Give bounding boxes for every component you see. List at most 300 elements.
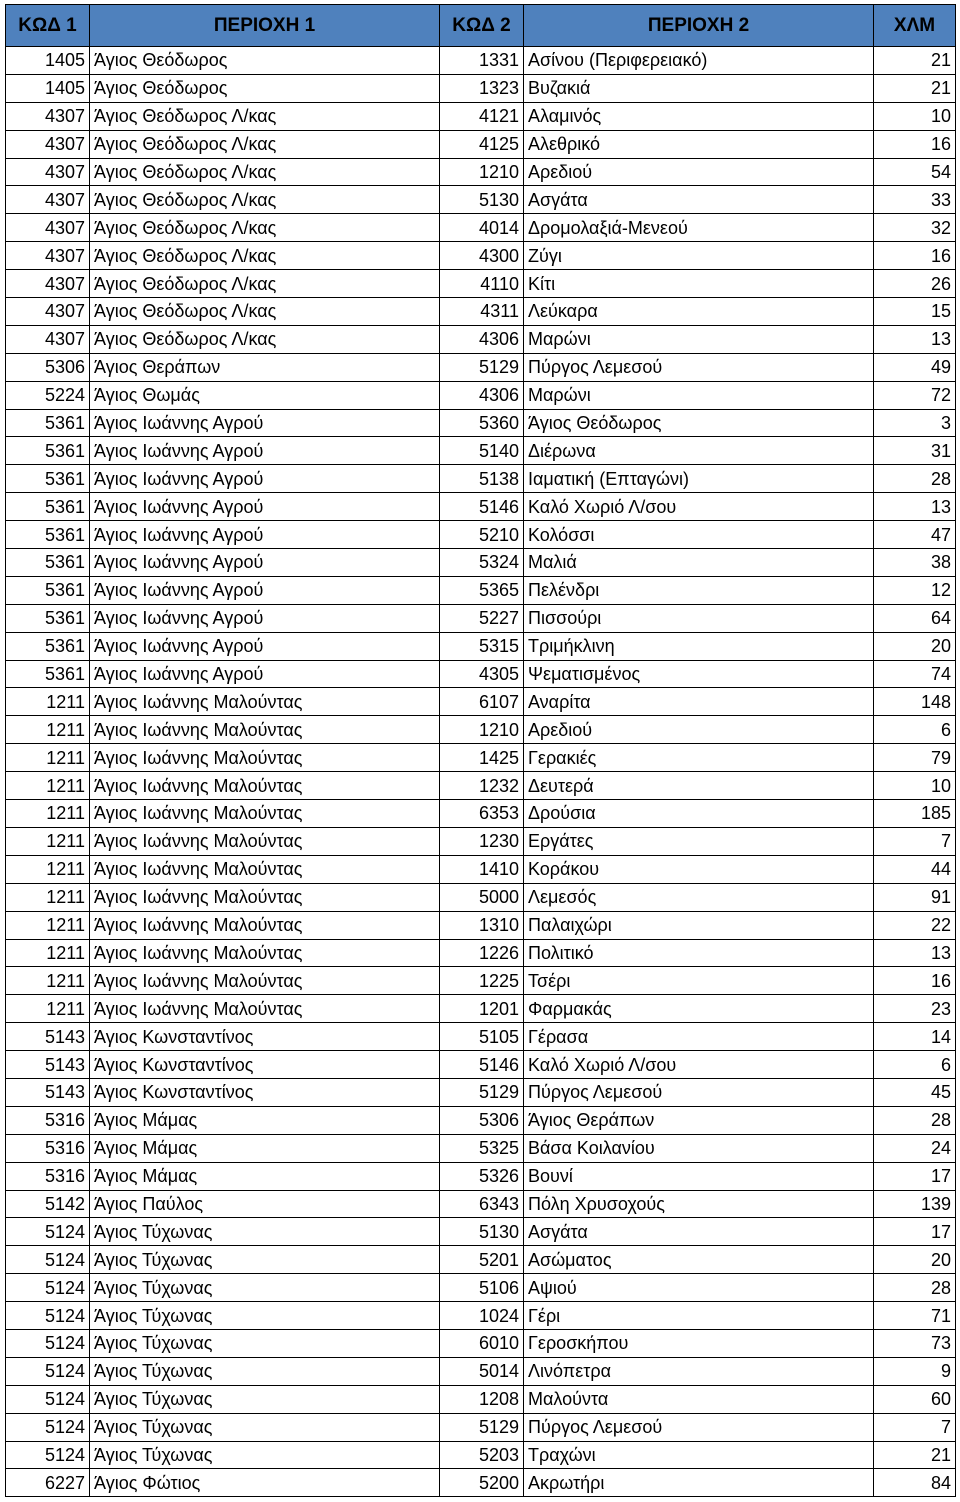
cell-km: 71 (874, 1302, 956, 1330)
cell-km: 28 (874, 1274, 956, 1302)
cell-code-2: 5315 (440, 632, 524, 660)
cell-km: 16 (874, 967, 956, 995)
cell-code-1: 1405 (6, 47, 90, 75)
cell-km: 79 (874, 744, 956, 772)
table-row (6, 1246, 956, 1274)
table-row (6, 1329, 956, 1357)
cell-area-2: Ιαματική (Επταγώνι) (524, 465, 874, 493)
cell-code-2: 5325 (440, 1134, 524, 1162)
table-row (6, 1106, 956, 1134)
cell-code-2: 1410 (440, 855, 524, 883)
cell-km: 12 (874, 576, 956, 604)
cell-code-1: 1211 (6, 855, 90, 883)
cell-area-2: Άγιος Θεράπων (524, 1106, 874, 1134)
cell-code-1: 4307 (6, 130, 90, 158)
cell-km: 22 (874, 911, 956, 939)
table-body (6, 47, 956, 1497)
cell-code-1: 5361 (6, 549, 90, 577)
table-row (6, 298, 956, 326)
cell-code-1: 6227 (6, 1469, 90, 1497)
cell-area-1: Άγιος Ιωάννης Μαλούντας (90, 716, 440, 744)
cell-km: 6 (874, 1051, 956, 1079)
cell-code-2: 5200 (440, 1469, 524, 1497)
cell-km: 9 (874, 1357, 956, 1385)
cell-area-2: Παλαιχώρι (524, 911, 874, 939)
cell-code-2: 4110 (440, 270, 524, 298)
cell-km: 28 (874, 465, 956, 493)
cell-area-2: Τσέρι (524, 967, 874, 995)
cell-code-1: 5124 (6, 1441, 90, 1469)
table-row (6, 130, 956, 158)
cell-code-1: 5361 (6, 604, 90, 632)
cell-code-2: 5129 (440, 353, 524, 381)
cell-km: 14 (874, 1023, 956, 1051)
cell-code-1: 5316 (6, 1134, 90, 1162)
cell-km: 7 (874, 827, 956, 855)
cell-area-2: Λεμεσός (524, 883, 874, 911)
cell-km: 13 (874, 939, 956, 967)
cell-km: 45 (874, 1078, 956, 1106)
cell-area-2: Πισσούρι (524, 604, 874, 632)
cell-code-1: 4307 (6, 186, 90, 214)
cell-area-2: Γερακιές (524, 744, 874, 772)
cell-code-2: 4014 (440, 214, 524, 242)
cell-area-1: Άγιος Τύχωνας (90, 1218, 440, 1246)
cell-code-1: 4307 (6, 158, 90, 186)
cell-area-1: Άγιος Ιωάννης Μαλούντας (90, 995, 440, 1023)
cell-code-2: 5140 (440, 437, 524, 465)
cell-area-1: Άγιος Ιωάννης Μαλούντας (90, 744, 440, 772)
cell-area-2: Μαρώνι (524, 381, 874, 409)
cell-km: 20 (874, 1246, 956, 1274)
table-row (6, 74, 956, 102)
cell-area-2: Ασίνου (Περιφερειακό) (524, 47, 874, 75)
cell-code-2: 4306 (440, 381, 524, 409)
cell-area-1: Άγιος Κωνσταντίνος (90, 1023, 440, 1051)
cell-code-1: 5124 (6, 1274, 90, 1302)
cell-area-2: Μαλιά (524, 549, 874, 577)
cell-code-1: 5124 (6, 1246, 90, 1274)
cell-code-2: 5201 (440, 1246, 524, 1274)
cell-area-1: Άγιος Ιωάννης Μαλούντας (90, 967, 440, 995)
cell-km: 33 (874, 186, 956, 214)
cell-km: 13 (874, 325, 956, 353)
table-row (6, 549, 956, 577)
cell-km: 139 (874, 1190, 956, 1218)
cell-km: 44 (874, 855, 956, 883)
cell-km: 17 (874, 1162, 956, 1190)
cell-area-2: Ψεματισμένος (524, 660, 874, 688)
cell-code-1: 5361 (6, 409, 90, 437)
cell-code-2: 1331 (440, 47, 524, 75)
cell-area-2: Αψιού (524, 1274, 874, 1302)
cell-code-1: 1211 (6, 911, 90, 939)
cell-km: 47 (874, 521, 956, 549)
table-row (6, 1162, 956, 1190)
cell-code-1: 1211 (6, 995, 90, 1023)
header-area-1: ΠΕΡΙΟΧΗ 1 (90, 5, 440, 47)
cell-code-1: 5361 (6, 493, 90, 521)
cell-code-2: 5129 (440, 1413, 524, 1441)
table-row (6, 1218, 956, 1246)
cell-code-2: 1210 (440, 158, 524, 186)
table-row (6, 47, 956, 75)
cell-area-1: Άγιος Ιωάννης Μαλούντας (90, 772, 440, 800)
cell-km: 6 (874, 716, 956, 744)
cell-area-1: Άγιος Τύχωνας (90, 1246, 440, 1274)
cell-km: 16 (874, 242, 956, 270)
cell-code-2: 1210 (440, 716, 524, 744)
cell-code-1: 5306 (6, 353, 90, 381)
cell-area-2: Δρούσια (524, 800, 874, 828)
cell-code-1: 5224 (6, 381, 90, 409)
cell-code-2: 5130 (440, 1218, 524, 1246)
table-row (6, 409, 956, 437)
cell-area-1: Άγιος Κωνσταντίνος (90, 1051, 440, 1079)
cell-area-2: Εργάτες (524, 827, 874, 855)
cell-code-1: 1211 (6, 800, 90, 828)
cell-area-2: Γέρασα (524, 1023, 874, 1051)
cell-km: 23 (874, 995, 956, 1023)
table-row (6, 521, 956, 549)
table-row (6, 1051, 956, 1079)
cell-code-1: 5124 (6, 1413, 90, 1441)
cell-area-1: Άγιος Φώτιος (90, 1469, 440, 1497)
cell-code-2: 4300 (440, 242, 524, 270)
cell-area-1: Άγιος Τύχωνας (90, 1274, 440, 1302)
cell-area-2: Πύργος Λεμεσού (524, 1413, 874, 1441)
table-row (6, 744, 956, 772)
cell-code-2: 5146 (440, 493, 524, 521)
cell-area-1: Άγιος Ιωάννης Αγρού (90, 437, 440, 465)
cell-area-2: Βάσα Κοιλανίου (524, 1134, 874, 1162)
cell-area-1: Άγιος Τύχωνας (90, 1413, 440, 1441)
cell-km: 32 (874, 214, 956, 242)
table-row (6, 1078, 956, 1106)
cell-code-2: 5129 (440, 1078, 524, 1106)
cell-km: 31 (874, 437, 956, 465)
cell-code-1: 5361 (6, 437, 90, 465)
cell-code-2: 1226 (440, 939, 524, 967)
cell-code-1: 5361 (6, 465, 90, 493)
cell-code-1: 5143 (6, 1023, 90, 1051)
cell-km: 49 (874, 353, 956, 381)
cell-code-1: 1211 (6, 744, 90, 772)
cell-area-2: Πύργος Λεμεσού (524, 353, 874, 381)
cell-area-2: Πελένδρι (524, 576, 874, 604)
cell-km: 148 (874, 688, 956, 716)
cell-area-2: Δρομολαξιά-Μενεού (524, 214, 874, 242)
cell-code-2: 5106 (440, 1274, 524, 1302)
cell-code-2: 5138 (440, 465, 524, 493)
cell-area-2: Κολόσσι (524, 521, 874, 549)
cell-area-2: Λινόπετρα (524, 1357, 874, 1385)
cell-area-2: Μαλούντα (524, 1385, 874, 1413)
cell-code-1: 1405 (6, 74, 90, 102)
table-row (6, 437, 956, 465)
cell-code-2: 1225 (440, 967, 524, 995)
cell-area-1: Άγιος Θεόδωρος Λ/κας (90, 186, 440, 214)
cell-area-1: Άγιος Ιωάννης Αγρού (90, 576, 440, 604)
cell-code-2: 1425 (440, 744, 524, 772)
table-row (6, 995, 956, 1023)
cell-code-2: 5227 (440, 604, 524, 632)
table-row (6, 939, 956, 967)
cell-code-1: 5124 (6, 1218, 90, 1246)
header-km: ΧΛΜ (874, 5, 956, 47)
table-row (6, 1302, 956, 1330)
cell-code-1: 4307 (6, 214, 90, 242)
cell-area-1: Άγιος Θεόδωρος (90, 47, 440, 75)
cell-km: 91 (874, 883, 956, 911)
cell-area-1: Άγιος Θεόδωρος Λ/κας (90, 325, 440, 353)
cell-area-1: Άγιος Θεόδωρος Λ/κας (90, 270, 440, 298)
cell-area-1: Άγιος Ιωάννης Αγρού (90, 493, 440, 521)
cell-area-2: Αναρίτα (524, 688, 874, 716)
cell-area-1: Άγιος Μάμας (90, 1134, 440, 1162)
cell-km: 28 (874, 1106, 956, 1134)
cell-code-2: 1208 (440, 1385, 524, 1413)
cell-area-1: Άγιος Θεόδωρος Λ/κας (90, 214, 440, 242)
cell-code-2: 1201 (440, 995, 524, 1023)
cell-code-1: 4307 (6, 242, 90, 270)
cell-km: 20 (874, 632, 956, 660)
cell-km: 17 (874, 1218, 956, 1246)
table-row (6, 772, 956, 800)
cell-code-1: 5124 (6, 1329, 90, 1357)
distance-table (5, 4, 956, 1497)
cell-code-2: 5306 (440, 1106, 524, 1134)
cell-code-2: 4305 (440, 660, 524, 688)
cell-area-1: Άγιος Ιωάννης Μαλούντας (90, 800, 440, 828)
table-row (6, 1190, 956, 1218)
cell-km: 54 (874, 158, 956, 186)
cell-area-1: Άγιος Ιωάννης Αγρού (90, 465, 440, 493)
cell-area-2: Άγιος Θεόδωρος (524, 409, 874, 437)
cell-area-2: Καλό Χωριό Λ/σου (524, 1051, 874, 1079)
cell-area-2: Τραχώνι (524, 1441, 874, 1469)
table-row (6, 1023, 956, 1051)
cell-area-1: Άγιος Ιωάννης Αγρού (90, 549, 440, 577)
cell-area-2: Πύργος Λεμεσού (524, 1078, 874, 1106)
cell-code-2: 1323 (440, 74, 524, 102)
table-row (6, 604, 956, 632)
header-area-2: ΠΕΡΙΟΧΗ 2 (524, 5, 874, 47)
table-row (6, 1357, 956, 1385)
cell-km: 16 (874, 130, 956, 158)
cell-code-2: 6107 (440, 688, 524, 716)
table-row (6, 660, 956, 688)
table-row (6, 688, 956, 716)
cell-area-2: Ασγάτα (524, 1218, 874, 1246)
cell-code-1: 1211 (6, 688, 90, 716)
table-row (6, 632, 956, 660)
cell-area-2: Μαρώνι (524, 325, 874, 353)
cell-area-1: Άγιος Τύχωνας (90, 1385, 440, 1413)
cell-code-1: 5361 (6, 576, 90, 604)
cell-code-2: 5365 (440, 576, 524, 604)
table-row (6, 325, 956, 353)
cell-area-2: Αρεδιού (524, 716, 874, 744)
cell-km: 10 (874, 772, 956, 800)
table-row (6, 911, 956, 939)
table-row (6, 493, 956, 521)
cell-km: 13 (874, 493, 956, 521)
table-row (6, 465, 956, 493)
cell-area-2: Ακρωτήρι (524, 1469, 874, 1497)
table-row (6, 214, 956, 242)
cell-area-1: Άγιος Παύλος (90, 1190, 440, 1218)
cell-code-2: 6353 (440, 800, 524, 828)
cell-code-1: 4307 (6, 325, 90, 353)
cell-code-2: 4311 (440, 298, 524, 326)
cell-km: 24 (874, 1134, 956, 1162)
cell-km: 15 (874, 298, 956, 326)
cell-km: 74 (874, 660, 956, 688)
cell-km: 72 (874, 381, 956, 409)
cell-area-1: Άγιος Θεράπων (90, 353, 440, 381)
table-row (6, 716, 956, 744)
cell-area-1: Άγιος Τύχωνας (90, 1357, 440, 1385)
cell-code-2: 1232 (440, 772, 524, 800)
cell-km: 38 (874, 549, 956, 577)
cell-area-1: Άγιος Ιωάννης Μαλούντας (90, 688, 440, 716)
cell-km: 185 (874, 800, 956, 828)
cell-km: 84 (874, 1469, 956, 1497)
cell-code-2: 1230 (440, 827, 524, 855)
cell-code-2: 6010 (440, 1329, 524, 1357)
cell-area-1: Άγιος Μάμας (90, 1106, 440, 1134)
cell-area-1: Άγιος Ιωάννης Μαλούντας (90, 827, 440, 855)
cell-area-1: Άγιος Ιωάννης Αγρού (90, 521, 440, 549)
cell-area-1: Άγιος Θεόδωρος Λ/κας (90, 242, 440, 270)
cell-km: 64 (874, 604, 956, 632)
cell-area-2: Λεύκαρα (524, 298, 874, 326)
table-row (6, 576, 956, 604)
cell-code-1: 5361 (6, 632, 90, 660)
cell-code-1: 1211 (6, 883, 90, 911)
cell-code-2: 5210 (440, 521, 524, 549)
table-row (6, 855, 956, 883)
cell-code-1: 5361 (6, 660, 90, 688)
cell-area-2: Τριμήκλινη (524, 632, 874, 660)
cell-code-2: 5203 (440, 1441, 524, 1469)
cell-km: 21 (874, 47, 956, 75)
table-row (6, 186, 956, 214)
table-row (6, 967, 956, 995)
cell-km: 21 (874, 74, 956, 102)
cell-area-2: Διέρωνα (524, 437, 874, 465)
cell-area-1: Άγιος Ιωάννης Αγρού (90, 632, 440, 660)
cell-area-2: Γεροσκήπου (524, 1329, 874, 1357)
cell-area-1: Άγιος Θεόδωρος Λ/κας (90, 158, 440, 186)
cell-area-1: Άγιος Ιωάννης Μαλούντας (90, 883, 440, 911)
cell-code-2: 5014 (440, 1357, 524, 1385)
cell-area-2: Ζύγι (524, 242, 874, 270)
cell-code-2: 5360 (440, 409, 524, 437)
cell-code-1: 1211 (6, 967, 90, 995)
cell-area-1: Άγιος Μάμας (90, 1162, 440, 1190)
table-row (6, 381, 956, 409)
cell-area-1: Άγιος Ιωάννης Αγρού (90, 660, 440, 688)
cell-area-2: Αλεθρικό (524, 130, 874, 158)
table-row (6, 242, 956, 270)
header-code-1: ΚΩΔ 1 (6, 5, 90, 47)
cell-area-1: Άγιος Θεόδωρος Λ/κας (90, 102, 440, 130)
table-row (6, 827, 956, 855)
table-row (6, 1413, 956, 1441)
cell-code-2: 5324 (440, 549, 524, 577)
cell-km: 3 (874, 409, 956, 437)
cell-code-1: 5316 (6, 1106, 90, 1134)
cell-code-2: 1310 (440, 911, 524, 939)
cell-area-1: Άγιος Ιωάννης Μαλούντας (90, 939, 440, 967)
table-row (6, 1469, 956, 1497)
cell-area-2: Αλαμινός (524, 102, 874, 130)
cell-area-2: Πόλη Χρυσοχούς (524, 1190, 874, 1218)
header-code-2: ΚΩΔ 2 (440, 5, 524, 47)
cell-area-2: Φαρμακάς (524, 995, 874, 1023)
cell-area-1: Άγιος Τύχωνας (90, 1329, 440, 1357)
table-row (6, 270, 956, 298)
cell-code-1: 1211 (6, 716, 90, 744)
cell-code-2: 1024 (440, 1302, 524, 1330)
cell-code-1: 5143 (6, 1078, 90, 1106)
cell-code-1: 5124 (6, 1357, 90, 1385)
cell-area-1: Άγιος Ιωάννης Αγρού (90, 604, 440, 632)
cell-area-2: Πολιτικό (524, 939, 874, 967)
table-row (6, 353, 956, 381)
cell-area-2: Βυζακιά (524, 74, 874, 102)
cell-code-1: 4307 (6, 298, 90, 326)
cell-area-2: Ασγάτα (524, 186, 874, 214)
cell-km: 21 (874, 1441, 956, 1469)
cell-area-2: Κίτι (524, 270, 874, 298)
cell-area-2: Κοράκου (524, 855, 874, 883)
cell-area-2: Ασώματος (524, 1246, 874, 1274)
cell-code-1: 5124 (6, 1385, 90, 1413)
cell-area-2: Καλό Χωριό Λ/σου (524, 493, 874, 521)
table-row (6, 883, 956, 911)
cell-km: 73 (874, 1329, 956, 1357)
header-row (6, 5, 956, 47)
cell-area-1: Άγιος Ιωάννης Μαλούντας (90, 855, 440, 883)
table-row (6, 1274, 956, 1302)
table-row (6, 1385, 956, 1413)
cell-code-1: 5124 (6, 1302, 90, 1330)
table-row (6, 1441, 956, 1469)
cell-area-1: Άγιος Τύχωνας (90, 1441, 440, 1469)
table-row (6, 800, 956, 828)
cell-area-1: Άγιος Θεόδωρος Λ/κας (90, 130, 440, 158)
cell-area-2: Βουνί (524, 1162, 874, 1190)
cell-code-1: 5316 (6, 1162, 90, 1190)
cell-km: 7 (874, 1413, 956, 1441)
cell-code-2: 5326 (440, 1162, 524, 1190)
cell-km: 60 (874, 1385, 956, 1413)
cell-code-1: 1211 (6, 772, 90, 800)
cell-code-1: 5142 (6, 1190, 90, 1218)
table-row (6, 1134, 956, 1162)
cell-code-2: 4125 (440, 130, 524, 158)
cell-area-1: Άγιος Θεόδωρος (90, 74, 440, 102)
table-row (6, 158, 956, 186)
cell-code-2: 4121 (440, 102, 524, 130)
cell-code-1: 1211 (6, 939, 90, 967)
cell-km: 10 (874, 102, 956, 130)
cell-area-1: Άγιος Ιωάννης Αγρού (90, 409, 440, 437)
cell-code-1: 4307 (6, 102, 90, 130)
